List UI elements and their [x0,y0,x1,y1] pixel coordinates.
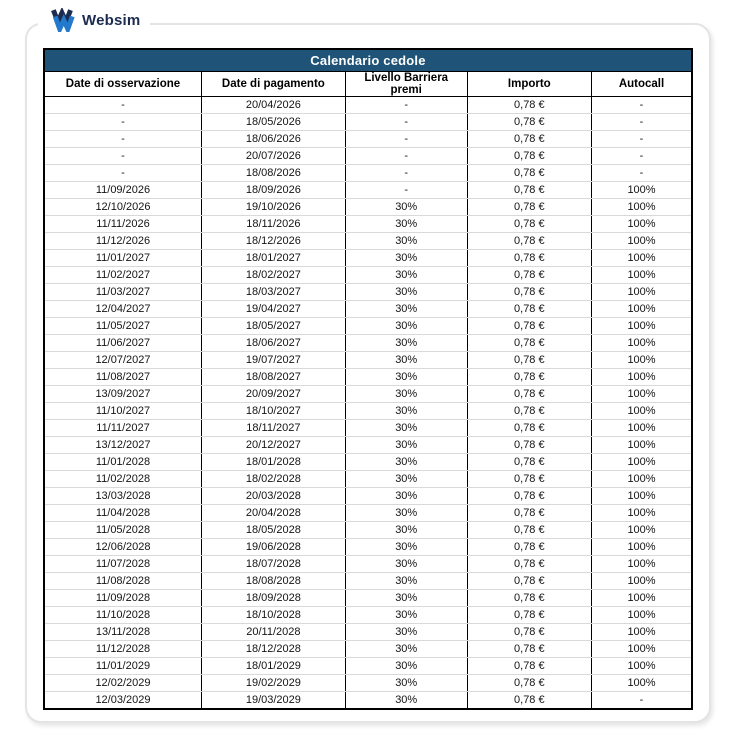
cell-observation-date: 12/10/2026 [44,199,201,216]
cell-autocall: - [592,97,692,114]
cell-amount: 0,78 € [467,658,591,675]
table-row [44,182,692,199]
cell-payment-date: 18/11/2026 [201,216,345,233]
cell-observation-date: 11/01/2028 [44,454,201,471]
cell-amount: 0,78 € [467,471,591,488]
cell-observation-date: 11/08/2028 [44,573,201,590]
cell-amount: 0,78 € [467,641,591,658]
cell-autocall: 100% [592,267,692,284]
cell-autocall: 100% [592,641,692,658]
cell-observation-date: 11/07/2028 [44,556,201,573]
cell-amount: 0,78 € [467,403,591,420]
cell-payment-date: 20/12/2027 [201,437,345,454]
websim-logo-text: Websim [82,11,141,29]
table-row [44,114,692,131]
cell-amount: 0,78 € [467,284,591,301]
cell-amount: 0,78 € [467,250,591,267]
cell-payment-date: 18/08/2028 [201,573,345,590]
cell-autocall: 100% [592,369,692,386]
cell-amount: 0,78 € [467,505,591,522]
cell-autocall: - [592,692,692,710]
cell-payment-date: 18/09/2026 [201,182,345,199]
cell-barrier-level: 30% [345,454,467,471]
table-row [44,675,692,692]
cell-barrier-level: 30% [345,216,467,233]
cell-payment-date: 18/02/2027 [201,267,345,284]
table-row [44,148,692,165]
table-row [44,386,692,403]
cell-barrier-level: 30% [345,675,467,692]
cell-payment-date: 18/02/2028 [201,471,345,488]
cell-barrier-level: 30% [345,692,467,710]
cell-payment-date: 20/11/2028 [201,624,345,641]
cell-autocall: 100% [592,454,692,471]
cell-autocall: 100% [592,403,692,420]
table-row [44,131,692,148]
cell-amount: 0,78 € [467,573,591,590]
cell-observation-date: 11/12/2028 [44,641,201,658]
cell-observation-date: 11/04/2028 [44,505,201,522]
cell-observation-date: 11/08/2027 [44,369,201,386]
col-header-observation-date: Date di osservazione [44,72,201,97]
cell-observation-date: 11/01/2027 [44,250,201,267]
table-row [44,335,692,352]
cell-barrier-level: 30% [345,624,467,641]
cell-barrier-level: 30% [345,658,467,675]
cell-observation-date: 11/03/2027 [44,284,201,301]
cell-payment-date: 19/02/2029 [201,675,345,692]
cell-barrier-level: 30% [345,199,467,216]
cell-amount: 0,78 € [467,114,591,131]
cell-barrier-level: 30% [345,352,467,369]
table-row [44,573,692,590]
cell-autocall: 100% [592,556,692,573]
cell-payment-date: 18/08/2027 [201,369,345,386]
cell-amount: 0,78 € [467,369,591,386]
cell-amount: 0,78 € [467,437,591,454]
cell-payment-date: 18/10/2028 [201,607,345,624]
cell-observation-date: 11/02/2027 [44,267,201,284]
cell-autocall: 100% [592,590,692,607]
cell-observation-date: - [44,114,201,131]
cell-barrier-level: 30% [345,233,467,250]
cell-payment-date: 18/01/2028 [201,454,345,471]
cell-observation-date: 11/12/2026 [44,233,201,250]
cell-barrier-level: 30% [345,471,467,488]
cell-autocall: 100% [592,675,692,692]
cell-payment-date: 18/05/2027 [201,318,345,335]
cell-amount: 0,78 € [467,318,591,335]
cell-barrier-level: 30% [345,318,467,335]
cell-amount: 0,78 € [467,182,591,199]
cell-amount: 0,78 € [467,675,591,692]
cell-payment-date: 20/04/2026 [201,97,345,114]
table-row [44,624,692,641]
cell-autocall: 100% [592,182,692,199]
websim-w-icon [48,8,75,32]
table-row [44,352,692,369]
cell-autocall: 100% [592,573,692,590]
table-row [44,267,692,284]
cell-barrier-level: 30% [345,267,467,284]
cell-barrier-level: 30% [345,335,467,352]
cell-observation-date: - [44,131,201,148]
cell-autocall: 100% [592,199,692,216]
cell-observation-date: 11/02/2028 [44,471,201,488]
cell-autocall: 100% [592,420,692,437]
col-header-payment-date: Date di pagamento [201,72,345,97]
cell-autocall: 100% [592,437,692,454]
cell-amount: 0,78 € [467,267,591,284]
cell-autocall: 100% [592,624,692,641]
cell-payment-date: 18/12/2026 [201,233,345,250]
cell-payment-date: 18/05/2026 [201,114,345,131]
table-row [44,165,692,182]
cell-barrier-level: 30% [345,573,467,590]
cell-autocall: - [592,148,692,165]
cell-amount: 0,78 € [467,488,591,505]
cell-amount: 0,78 € [467,624,591,641]
cell-amount: 0,78 € [467,352,591,369]
cell-autocall: 100% [592,522,692,539]
cell-observation-date: 13/11/2028 [44,624,201,641]
cell-observation-date: 13/12/2027 [44,437,201,454]
cell-amount: 0,78 € [467,301,591,318]
table-row [44,607,692,624]
cell-payment-date: 18/12/2028 [201,641,345,658]
col-header-barrier-level: Livello Barriera premi [345,72,467,97]
cell-autocall: 100% [592,471,692,488]
cell-payment-date: 19/10/2026 [201,199,345,216]
cell-amount: 0,78 € [467,539,591,556]
cell-observation-date: 12/04/2027 [44,301,201,318]
cell-payment-date: 20/03/2028 [201,488,345,505]
cell-payment-date: 19/04/2027 [201,301,345,318]
cell-barrier-level: 30% [345,590,467,607]
cell-barrier-level: - [345,165,467,182]
cell-autocall: 100% [592,386,692,403]
table-row [44,437,692,454]
cell-payment-date: 18/11/2027 [201,420,345,437]
cell-barrier-level: 30% [345,403,467,420]
cell-payment-date: 18/01/2027 [201,250,345,267]
cell-barrier-level: 30% [345,437,467,454]
table-header-row [44,72,692,97]
cell-payment-date: 20/04/2028 [201,505,345,522]
table-title: Calendario cedole [44,49,692,72]
cell-payment-date: 18/07/2028 [201,556,345,573]
cell-barrier-level: 30% [345,284,467,301]
cell-amount: 0,78 € [467,233,591,250]
cell-autocall: 100% [592,233,692,250]
cell-autocall: 100% [592,318,692,335]
websim-logo [38,6,150,34]
cell-autocall: 100% [592,607,692,624]
cell-autocall: 100% [592,539,692,556]
cell-barrier-level: 30% [345,539,467,556]
cell-observation-date: 13/09/2027 [44,386,201,403]
table-row [44,250,692,267]
cell-barrier-level: - [345,148,467,165]
cell-amount: 0,78 € [467,199,591,216]
table-row [44,420,692,437]
cell-amount: 0,78 € [467,522,591,539]
cell-observation-date: 11/01/2029 [44,658,201,675]
cell-observation-date: 11/11/2027 [44,420,201,437]
col-header-autocall: Autocall [592,72,692,97]
cell-observation-date: 12/06/2028 [44,539,201,556]
cell-barrier-level: 30% [345,522,467,539]
cell-payment-date: 18/10/2027 [201,403,345,420]
table-row [44,233,692,250]
table-row [44,556,692,573]
cell-barrier-level: - [345,114,467,131]
table-row [44,539,692,556]
table-row [44,199,692,216]
table-row [44,658,692,675]
table-row [44,505,692,522]
table-row [44,369,692,386]
table-row [44,522,692,539]
cell-autocall: 100% [592,488,692,505]
cell-autocall: 100% [592,216,692,233]
cell-payment-date: 20/07/2026 [201,148,345,165]
cell-observation-date: - [44,97,201,114]
cell-payment-date: 18/01/2029 [201,658,345,675]
cell-amount: 0,78 € [467,692,591,710]
cell-barrier-level: - [345,131,467,148]
cell-observation-date: 11/11/2026 [44,216,201,233]
cell-amount: 0,78 € [467,335,591,352]
cell-barrier-level: 30% [345,607,467,624]
cell-amount: 0,78 € [467,386,591,403]
cell-autocall: - [592,165,692,182]
cell-autocall: - [592,114,692,131]
cell-observation-date: 11/05/2027 [44,318,201,335]
cell-autocall: 100% [592,250,692,267]
cell-amount: 0,78 € [467,556,591,573]
cell-payment-date: 18/08/2026 [201,165,345,182]
cell-barrier-level: 30% [345,641,467,658]
cell-observation-date: 11/09/2028 [44,590,201,607]
cell-observation-date: 12/07/2027 [44,352,201,369]
cell-autocall: 100% [592,658,692,675]
cell-barrier-level: 30% [345,250,467,267]
table-row [44,97,692,114]
cell-amount: 0,78 € [467,420,591,437]
cell-autocall: 100% [592,301,692,318]
cell-autocall: - [592,131,692,148]
cell-payment-date: 18/05/2028 [201,522,345,539]
table-row [44,454,692,471]
cell-payment-date: 18/03/2027 [201,284,345,301]
cell-observation-date: 13/03/2028 [44,488,201,505]
cell-payment-date: 18/06/2026 [201,131,345,148]
cell-amount: 0,78 € [467,148,591,165]
cell-observation-date: - [44,148,201,165]
coupon-calendar-table [43,48,693,710]
cell-amount: 0,78 € [467,131,591,148]
table-row [44,471,692,488]
cell-autocall: 100% [592,284,692,301]
cell-payment-date: 19/07/2027 [201,352,345,369]
cell-amount: 0,78 € [467,454,591,471]
cell-observation-date: 11/06/2027 [44,335,201,352]
cell-observation-date: 12/03/2029 [44,692,201,710]
cell-observation-date: 11/05/2028 [44,522,201,539]
cell-payment-date: 18/09/2028 [201,590,345,607]
table-row [44,641,692,658]
table-body [44,97,692,710]
col-header-amount: Importo [467,72,591,97]
cell-payment-date: 20/09/2027 [201,386,345,403]
table-row [44,216,692,233]
cell-payment-date: 19/03/2029 [201,692,345,710]
table-row [44,301,692,318]
cell-observation-date: - [44,165,201,182]
cell-barrier-level: 30% [345,488,467,505]
table-row [44,284,692,301]
cell-autocall: 100% [592,352,692,369]
cell-autocall: 100% [592,335,692,352]
cell-payment-date: 18/06/2027 [201,335,345,352]
table-row [44,590,692,607]
cell-barrier-level: 30% [345,556,467,573]
cell-amount: 0,78 € [467,607,591,624]
cell-barrier-level: - [345,97,467,114]
cell-barrier-level: 30% [345,386,467,403]
table-title-row [44,49,692,72]
cell-amount: 0,78 € [467,590,591,607]
cell-barrier-level: 30% [345,420,467,437]
cell-amount: 0,78 € [467,216,591,233]
cell-barrier-level: 30% [345,301,467,318]
cell-observation-date: 11/10/2027 [44,403,201,420]
table-row [44,488,692,505]
cell-observation-date: 11/10/2028 [44,607,201,624]
cell-payment-date: 19/06/2028 [201,539,345,556]
table-row [44,403,692,420]
cell-barrier-level: 30% [345,505,467,522]
cell-observation-date: 12/02/2029 [44,675,201,692]
cell-observation-date: 11/09/2026 [44,182,201,199]
table-row [44,692,692,710]
coupon-calendar-table-wrap [43,48,693,710]
table-row [44,318,692,335]
cell-amount: 0,78 € [467,97,591,114]
cell-barrier-level: 30% [345,369,467,386]
cell-amount: 0,78 € [467,165,591,182]
cell-barrier-level: - [345,182,467,199]
cell-autocall: 100% [592,505,692,522]
